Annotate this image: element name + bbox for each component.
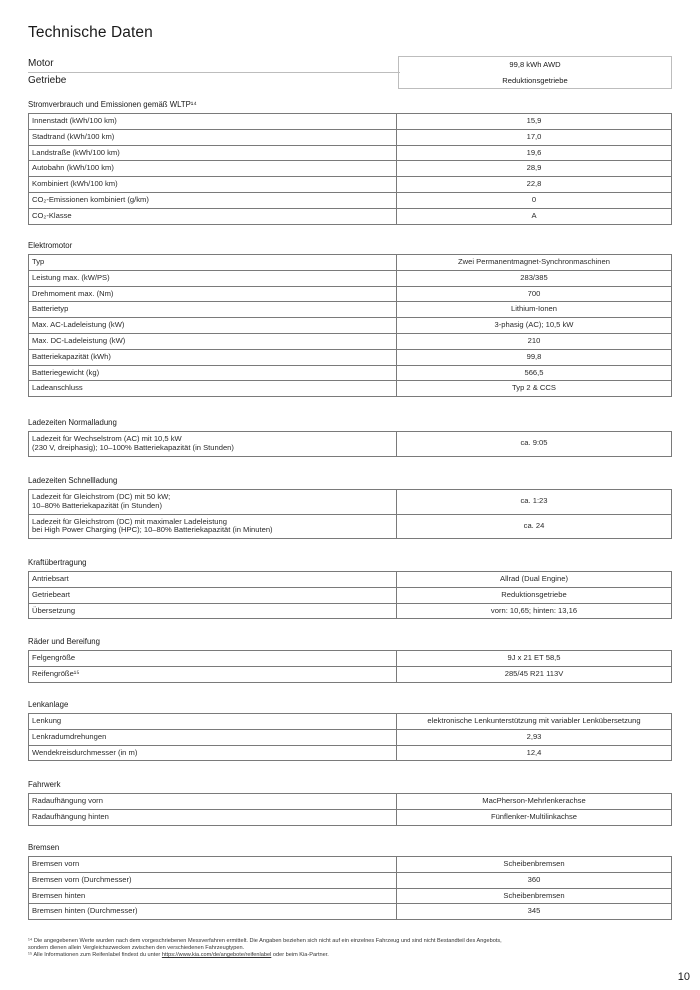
table-row xyxy=(29,381,672,397)
spec-value: 15,9 xyxy=(397,114,672,130)
spec-table xyxy=(28,571,672,619)
spec-label: Lenkradumdrehungen xyxy=(29,729,397,745)
footnote-14: ¹⁴ Die angegebenen Werte wurden nach dem vorgeschriebenen Messverfahren ermittelt. Die Angaben beziehen sich nicht auf ein einzelnes Fahrzeug und sind nicht Bestandteil des Angebots, sondern dienen allein Vergleichszwecken zwischen den verschiedenen Fahrzeugtypen. xyxy=(28,938,502,952)
table-row xyxy=(29,192,672,208)
spec-label: Innenstadt (kWh/100 km) xyxy=(29,114,397,130)
table-row xyxy=(29,286,672,302)
spec-table xyxy=(28,856,672,920)
section-title: Elektromotor xyxy=(28,241,73,250)
spec-value: 283/385 xyxy=(397,270,672,286)
spec-label: Getriebeart xyxy=(29,587,397,603)
spec-label: Max. AC-Ladeleistung (kW) xyxy=(29,318,397,334)
spec-section xyxy=(28,636,672,683)
spec-section xyxy=(28,699,672,761)
table-row xyxy=(29,794,672,810)
spec-table xyxy=(28,713,672,761)
spec-value: 12,4 xyxy=(397,745,672,761)
spec-label: Max. DC-Ladeleistung (kW) xyxy=(29,333,397,349)
table-row xyxy=(29,666,672,682)
spec-table xyxy=(28,431,672,457)
summary-divider xyxy=(28,72,400,73)
table-row xyxy=(29,432,672,457)
spec-label: Antriebsart xyxy=(29,572,397,588)
spec-label: Radaufhängung vorn xyxy=(29,794,397,810)
spec-label: Typ xyxy=(29,255,397,271)
spec-label: Autobahn (kWh/100 km) xyxy=(29,161,397,177)
spec-value: Lithium-Ionen xyxy=(397,302,672,318)
spec-table xyxy=(28,113,672,225)
spec-value: 99,8 xyxy=(397,349,672,365)
summary-row-motor xyxy=(28,56,672,73)
page-number: 10 xyxy=(677,971,690,983)
spec-value: 0 xyxy=(397,192,672,208)
spec-section xyxy=(28,557,672,619)
table-row xyxy=(29,333,672,349)
table-row xyxy=(29,208,672,224)
spec-label: CO₂-Emissionen kombiniert (g/km) xyxy=(29,192,397,208)
section-title: Fahrwerk xyxy=(28,780,61,789)
spec-value: 3-phasig (AC); 10,5 kW xyxy=(397,318,672,334)
spec-value: MacPherson-Mehrlenkerachse xyxy=(397,794,672,810)
table-row xyxy=(29,745,672,761)
spec-label: Batterietyp xyxy=(29,302,397,318)
spec-label: Stadtrand (kWh/100 km) xyxy=(29,129,397,145)
table-row xyxy=(29,587,672,603)
spec-value: Scheibenbremsen xyxy=(397,888,672,904)
spec-value: 700 xyxy=(397,286,672,302)
spec-value: ca. 9:05 xyxy=(397,432,672,457)
spec-value: elektronische Lenkunterstützung mit variabler Lenkübersetzung xyxy=(397,714,672,730)
spec-value: 566,5 xyxy=(397,365,672,381)
summary-value: 99,8 kWh AWD xyxy=(398,56,672,73)
spec-label: Ladezeit für Wechselstrom (AC) mit 10,5 kW (230 V, dreiphasig); 10–100% Batteriekapazität (in Stunden) xyxy=(29,432,397,457)
spec-value: ca. 1:23 xyxy=(397,490,672,515)
table-row xyxy=(29,302,672,318)
spec-value: A xyxy=(397,208,672,224)
spec-value: 360 xyxy=(397,872,672,888)
summary-row-getriebe xyxy=(28,73,672,90)
page-title: Technische Daten xyxy=(28,24,153,41)
spec-value: Reduktionsgetriebe xyxy=(397,587,672,603)
spec-section xyxy=(28,417,672,457)
table-row xyxy=(29,490,672,515)
spec-value: 28,9 xyxy=(397,161,672,177)
spec-section xyxy=(28,99,672,225)
spec-table xyxy=(28,650,672,683)
section-title: Ladezeiten Normalladung xyxy=(28,418,117,427)
reifenlabel-link[interactable]: https://www.kia.com/de/angebote/reifenlabel xyxy=(161,952,272,959)
table-row xyxy=(29,255,672,271)
spec-label: Ladeanschluss xyxy=(29,381,397,397)
spec-value: 19,6 xyxy=(397,145,672,161)
spec-label: Übersetzung xyxy=(29,603,397,619)
table-row xyxy=(29,129,672,145)
spec-label: Felgengröße xyxy=(29,651,397,667)
summary-label: Getriebe xyxy=(28,74,67,86)
section-title: Kraftübertragung xyxy=(28,558,87,567)
spec-label: Bremsen vorn (Durchmesser) xyxy=(29,872,397,888)
section-title: Stromverbrauch und Emissionen gemäß WLTP¹⁴ xyxy=(28,100,197,109)
spec-label: Batteriegewicht (kg) xyxy=(29,365,397,381)
footnote-15 xyxy=(28,952,668,959)
spec-label: Leistung max. (kW/PS) xyxy=(29,270,397,286)
section-title: Bremsen xyxy=(28,843,60,852)
table-row xyxy=(29,145,672,161)
section-title: Ladezeiten Schnellladung xyxy=(28,476,118,485)
table-row xyxy=(29,177,672,193)
spec-value: Allrad (Dual Engine) xyxy=(397,572,672,588)
spec-label: CO₂-Klasse xyxy=(29,208,397,224)
spec-label: Batteriekapazität (kWh) xyxy=(29,349,397,365)
table-row xyxy=(29,809,672,825)
spec-table xyxy=(28,489,672,539)
table-row xyxy=(29,270,672,286)
footnote-15-suffix: oder beim Kia-Partner. xyxy=(271,952,329,959)
spec-label: Lenkung xyxy=(29,714,397,730)
spec-value: 285/45 R21 113V xyxy=(397,666,672,682)
spec-section xyxy=(28,779,672,826)
table-row xyxy=(29,114,672,130)
table-row xyxy=(29,161,672,177)
spec-value: Scheibenbremsen xyxy=(397,857,672,873)
section-title: Lenkanlage xyxy=(28,700,69,709)
footnotes xyxy=(28,938,668,960)
summary-value: Reduktionsgetriebe xyxy=(398,73,672,90)
spec-label: Ladezeit für Gleichstrom (DC) mit 50 kW; 10–80% Batteriekapazität (in Stunden) xyxy=(29,490,397,515)
spec-table xyxy=(28,793,672,826)
table-row xyxy=(29,729,672,745)
spec-label: Reifengröße¹⁵ xyxy=(29,666,397,682)
spec-value: Fünflenker-Multilinkachse xyxy=(397,809,672,825)
spec-label: Bremsen hinten xyxy=(29,888,397,904)
table-row xyxy=(29,888,672,904)
spec-value: Zwei Permanentmagnet-Synchronmaschinen xyxy=(397,255,672,271)
spec-label: Bremsen vorn xyxy=(29,857,397,873)
spec-label: Drehmoment max. (Nm) xyxy=(29,286,397,302)
spec-value: 17,0 xyxy=(397,129,672,145)
footnote-15-prefix: ¹⁵ Alle Informationen zum Reifenlabel findest du unter xyxy=(28,952,162,959)
table-row xyxy=(29,857,672,873)
spec-label: Landstraße (kWh/100 km) xyxy=(29,145,397,161)
spec-value: 22,8 xyxy=(397,177,672,193)
section-title: Räder und Bereifung xyxy=(28,637,100,646)
spec-section xyxy=(28,475,672,539)
table-row xyxy=(29,651,672,667)
spec-value: vorn: 10,65; hinten: 13,16 xyxy=(397,603,672,619)
spec-value: 210 xyxy=(397,333,672,349)
spec-label: Kombiniert (kWh/100 km) xyxy=(29,177,397,193)
table-row xyxy=(29,603,672,619)
spec-section xyxy=(28,842,672,920)
table-row xyxy=(29,318,672,334)
spec-table xyxy=(28,254,672,397)
summary-label: Motor xyxy=(28,58,54,69)
table-row xyxy=(29,514,672,539)
spec-label: Ladezeit für Gleichstrom (DC) mit maximaler Ladeleistung bei High Power Charging (HPC); 10–80% Batteriekapazität (in Minuten) xyxy=(29,514,397,539)
spec-value: 2,93 xyxy=(397,729,672,745)
table-row xyxy=(29,714,672,730)
table-row xyxy=(29,365,672,381)
spec-section xyxy=(28,240,672,397)
table-row xyxy=(29,872,672,888)
spec-value: ca. 24 xyxy=(397,514,672,539)
spec-value: 345 xyxy=(397,904,672,920)
table-row xyxy=(29,904,672,920)
spec-value: 9J x 21 ET 58,5 xyxy=(397,651,672,667)
spec-label: Radaufhängung hinten xyxy=(29,809,397,825)
table-row xyxy=(29,572,672,588)
spec-value: Typ 2 & CCS xyxy=(397,381,672,397)
spec-label: Wendekreisdurchmesser (in m) xyxy=(29,745,397,761)
spec-label: Bremsen hinten (Durchmesser) xyxy=(29,904,397,920)
table-row xyxy=(29,349,672,365)
